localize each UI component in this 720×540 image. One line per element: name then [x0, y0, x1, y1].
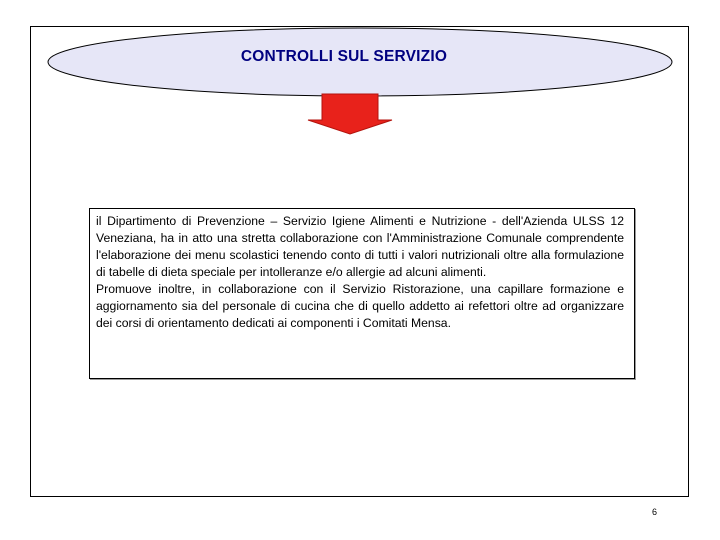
paragraph-dipartimento: il Dipartimento di Prevenzione – Servizio Igiene Alimenti e Nutrizione - dell'Azienda ULSS 12 Veneziana, ha in atto una stretta collaborazione con l'Amministrazione Comunale comprendente l'elaborazione dei menu scolastici tenendo conto di tutti i valori nutrizionali oltre alla formulazione di tabelle di dieta speciale per intolleranze e/o allergie ad alcuni alimenti. — [96, 214, 624, 279]
paragraph-promuove: Promuove inoltre, in collaborazione con il Servizio Ristorazione, una capillare formazione e aggiornamento sia del personale di cucina che di quello addetto ai refettori oltre ad organizzare dei corsi di orientamento dedicati ai componenti i Comitati Mensa. — [96, 282, 624, 330]
slide-title: CONTROLLI SUL SERVIZIO — [240, 48, 448, 65]
description-textbox — [89, 208, 635, 379]
down-arrow-icon — [306, 94, 396, 134]
page-number: 6 — [652, 507, 658, 517]
